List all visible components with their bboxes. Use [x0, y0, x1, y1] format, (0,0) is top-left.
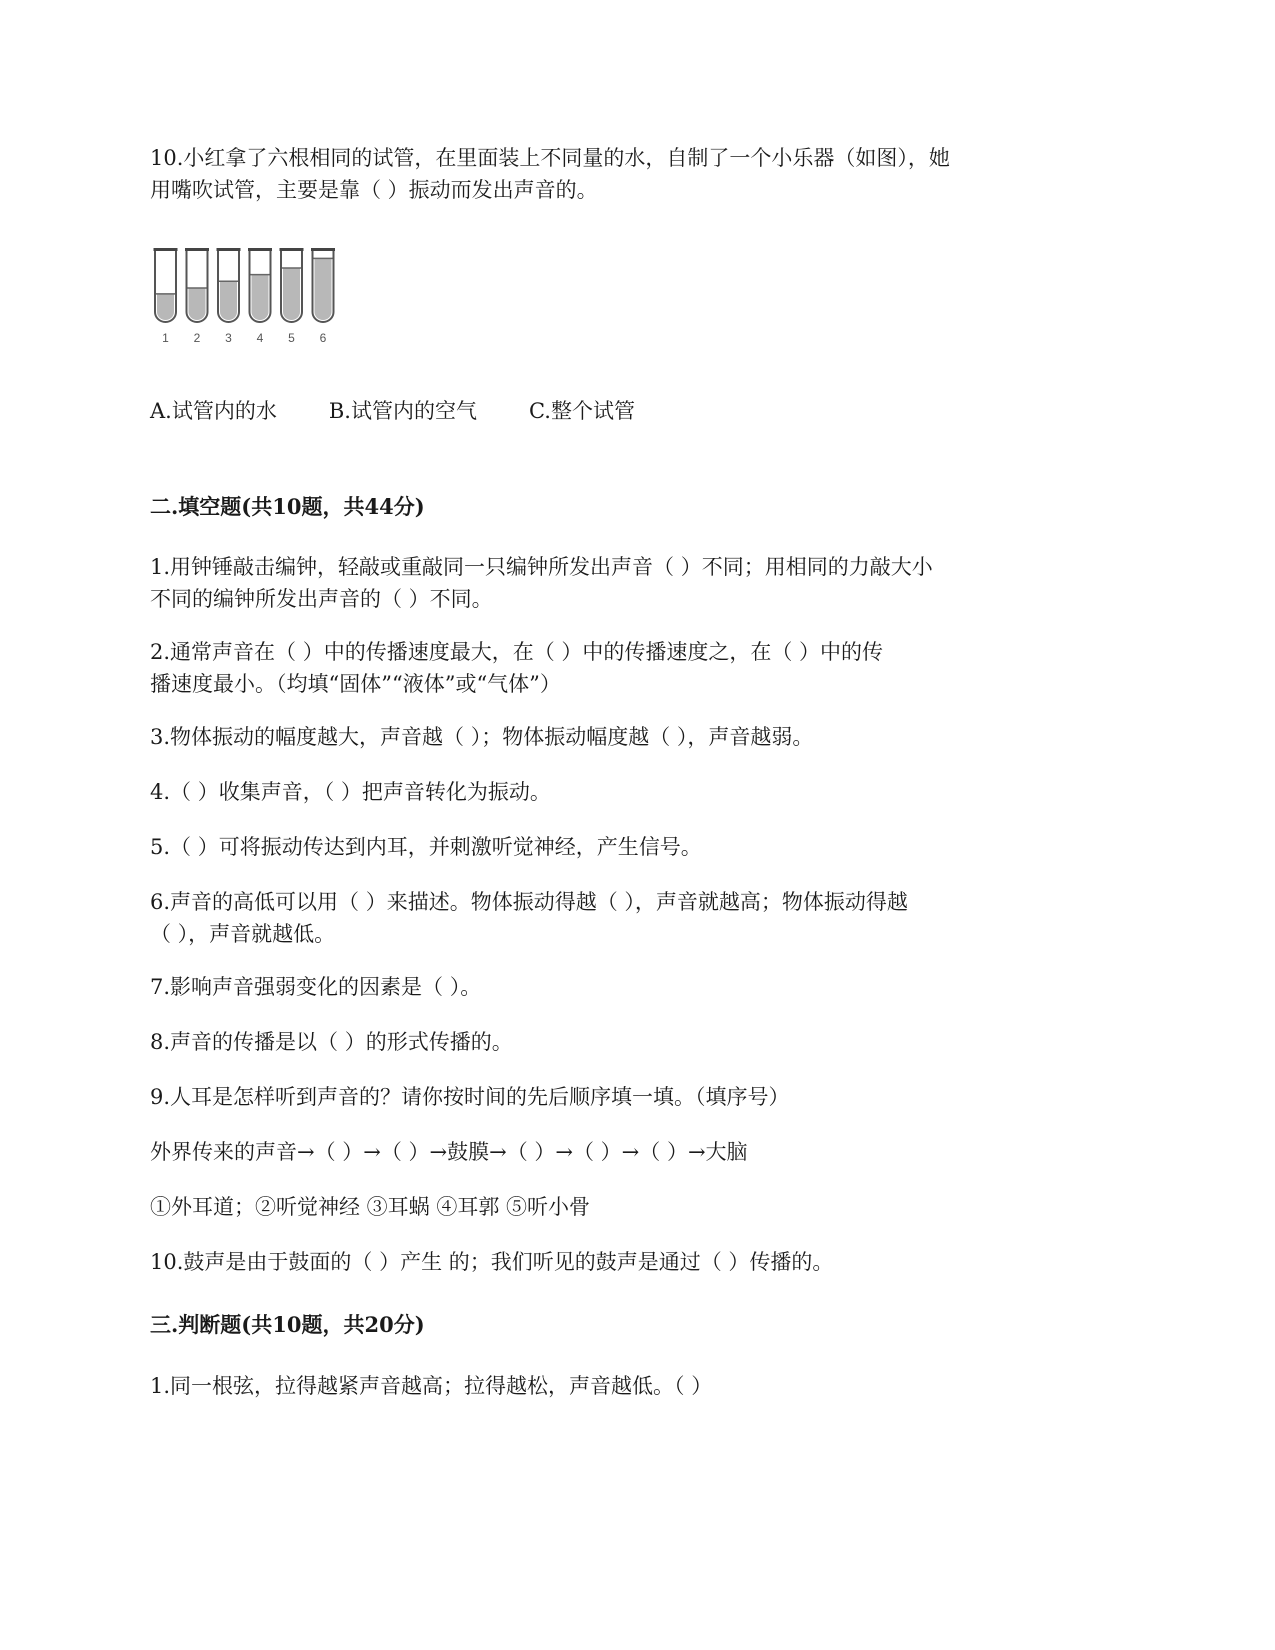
test-tube-label: 1: [162, 331, 169, 345]
test-tube-label: 6: [319, 331, 327, 345]
test-tube-label: 5: [288, 331, 295, 345]
section-3-heading: 三.判断题(共10题，共20分): [150, 1312, 425, 1337]
fill-q8: 8.声音的传播是以（ ）的形式传播的。: [150, 1030, 513, 1054]
question-10-text-line-1: 10.小红拿了六根相同的试管，在里面装上不同量的水，自制了一个小乐器（如图），她: [150, 146, 950, 170]
fill-q2-line-2: 播速度最小。（均填“固体”“液体”或“气体”）: [150, 672, 561, 696]
test-tube-water-6: [315, 258, 332, 320]
test-tube-water-1: [157, 294, 174, 320]
fill-q9-sequence: 外界传来的声音→（ ）→（ ）→鼓膜→（ ）→（ ）→（ ）→大脑: [150, 1140, 748, 1164]
fill-q9-choices: ①外耳道；②听觉神经 ③耳蜗 ④耳郭 ⑤听小骨: [150, 1195, 591, 1219]
fill-q4: 4.（ ）收集声音，（ ）把声音转化为振动。: [150, 780, 551, 804]
test-tube-label: 3: [225, 331, 232, 345]
option-b[interactable]: B.试管内的空气: [328, 399, 477, 423]
fill-q3: 3.物体振动的幅度越大，声音越（ ）；物体振动幅度越（ ），声音越弱。: [150, 725, 814, 749]
test-tube-label: 2: [193, 331, 201, 345]
option-c[interactable]: C.整个试管: [528, 399, 635, 423]
fill-q5: 5.（ ）可将振动传达到内耳，并刺激听觉神经，产生信号。: [150, 835, 702, 859]
section-2-heading: 二.填空题(共10题，共44分): [150, 494, 425, 519]
test-tube-rim-2: [185, 248, 209, 251]
test-tube-water-3: [220, 281, 237, 320]
test-tube-water-2: [189, 288, 206, 320]
option-a[interactable]: A.试管内的水: [150, 399, 277, 423]
test-tube-label: 4: [256, 331, 264, 345]
fill-q1-line-1: 1.用钟锤敲击编钟，轻敲或重敲同一只编钟所发出声音（ ）不同；用相同的力敲大小: [150, 555, 933, 579]
fill-q7: 7.影响声音强弱变化的因素是（ ）。: [150, 975, 482, 999]
test-tube-water-5: [283, 268, 300, 320]
fill-q6-line-2: （ ），声音就越低。: [150, 922, 336, 946]
test-tube-rim-5: [280, 248, 304, 251]
test-tube-rim-4: [248, 248, 272, 251]
test-tube-rim-1: [154, 248, 178, 251]
test-tubes-figure: [150, 248, 360, 348]
question-10-text-line-2: 用嘴吹试管，主要是靠（ ）振动而发出声音的。: [150, 178, 598, 202]
fill-q1-line-2: 不同的编钟所发出声音的（ ）不同。: [150, 587, 493, 611]
fill-q6-line-1: 6.声音的高低可以用（ ）来描述。物体振动得越（ ），声音就越高；物体振动得越: [150, 890, 908, 914]
question-10-options: [150, 396, 687, 427]
judge-q1: 1.同一根弦，拉得越紧声音越高；拉得越松，声音越低。（ ）: [150, 1374, 713, 1398]
test-tube-rim-3: [217, 248, 241, 251]
test-tube-water-4: [252, 275, 269, 320]
test-tube-rim-6: [311, 248, 335, 251]
fill-q9: 9.人耳是怎样听到声音的？请你按时间的先后顺序填一填。（填序号）: [150, 1085, 790, 1109]
fill-q2-line-1: 2.通常声音在（ ）中的传播速度最大，在（ ）中的传播速度之，在（ ）中的传: [150, 640, 884, 664]
fill-q10: 10.鼓声是由于鼓面的（ ）产生 的；我们听见的鼓声是通过（ ）传播的。: [150, 1250, 834, 1274]
